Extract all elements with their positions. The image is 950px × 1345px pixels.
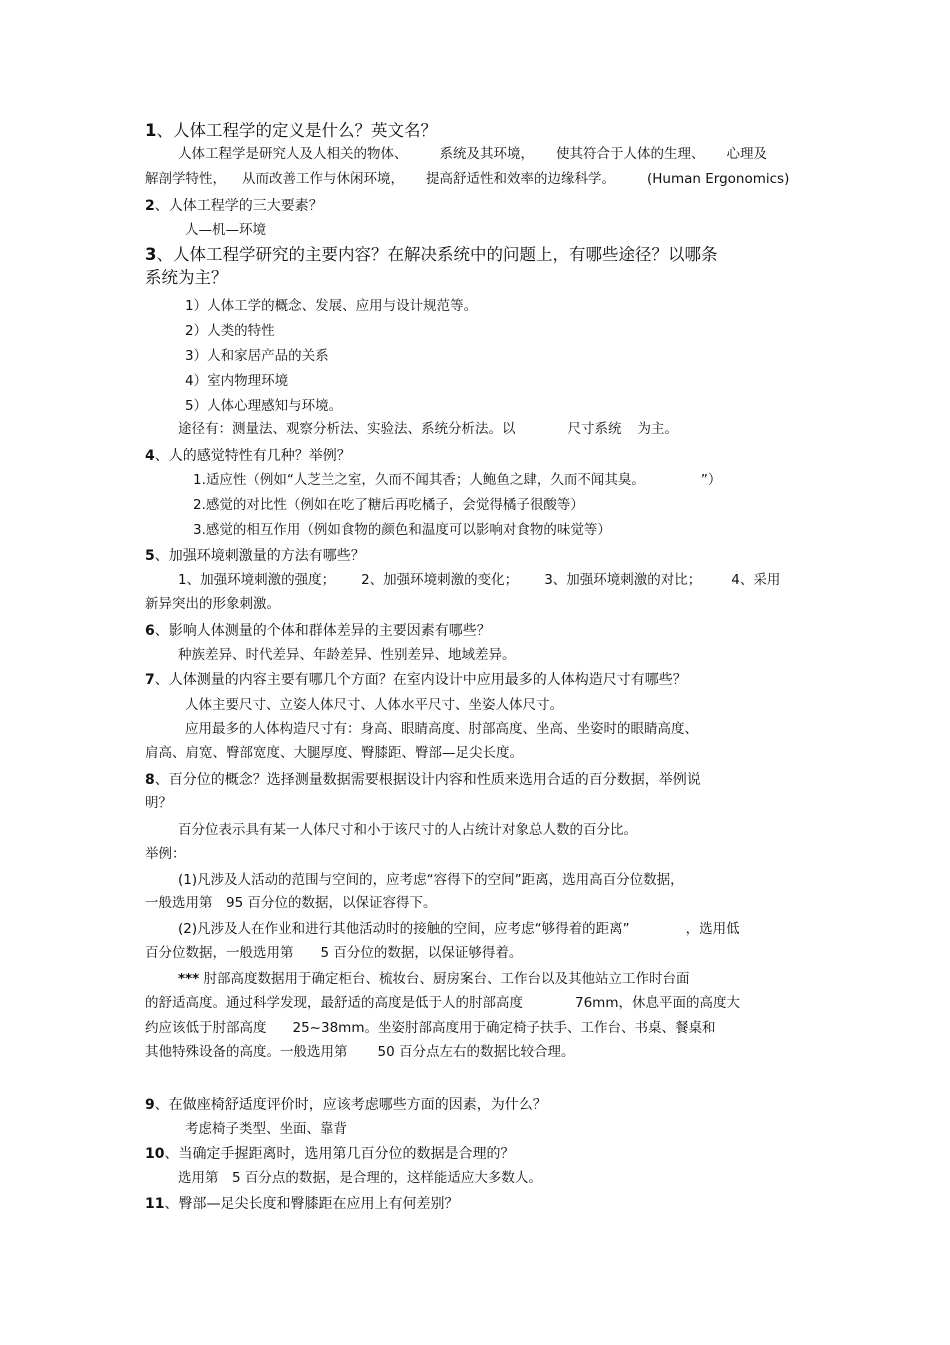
q5-answer-line2: 新异突出的形象刺激。 (145, 596, 280, 612)
q5-number: 5 (145, 548, 155, 564)
q8-note-line3: 约应该低于肘部高度 25~38mm。坐姿肘部高度用于确定椅子扶手、工作台、书桌、餐桌和 (145, 1020, 716, 1036)
q9-number: 9 (145, 1097, 155, 1113)
q5-answer-line1: 1、加强环境刺激的强度； 2、加强环境刺激的变化； 3、加强环境刺激的对比； 4、采用 (178, 572, 781, 588)
q3-item: 1）人体工学的概念、发展、应用与设计规范等。 (185, 298, 478, 314)
q1-title: 1、人体工程学的定义是什么？英文名？ (145, 121, 437, 140)
q9-title: 9、在做座椅舒适度评价时，应该考虑哪些方面的因素，为什么？ (145, 1097, 547, 1113)
q2-title: 2、人体工程学的三大要素？ (145, 198, 323, 214)
q8-title-line2: 明？ (145, 795, 172, 811)
q8-answer-line2: 举例： (145, 846, 186, 862)
q1-number: 1 (145, 121, 157, 140)
q1-answer-line2: 解剖学特性， 从而改善工作与休闲环境， 提高舒适性和效率的边缘科学。 (Human Ergonomics) (145, 171, 790, 187)
q7-answer-line1: 人体主要尺寸、立姿人体尺寸、人体水平尺寸、坐姿人体尺寸。 (185, 697, 563, 713)
q2-answer: 人—机—环境 (185, 222, 266, 238)
q4-title: 4、人的感觉特性有几种？举例？ (145, 448, 351, 464)
q9-answer: 考虑椅子类型、坐面、靠背 (185, 1121, 347, 1137)
note-marker: *** (178, 971, 200, 987)
q4-answer-line3: 3.感觉的相互作用（例如食物的颜色和温度可以影响对食物的味觉等） (193, 522, 611, 538)
q8-answer-line1: 百分位表示具有某一人体尺寸和小于该尺寸的人占统计对象总人数的百分比。 (178, 822, 637, 838)
q10-number: 10 (145, 1146, 165, 1162)
q4-answer-line2: 2.感觉的对比性（例如在吃了糖后再吃橘子，会觉得橘子很酸等） (193, 497, 584, 513)
q8-number: 8 (145, 772, 155, 788)
q7-answer-line3: 肩高、肩宽、臀部宽度、大腿厚度、臀膝距、臀部—足尖长度。 (145, 745, 523, 761)
q3-item: 5）人体心理感知与环境。 (185, 398, 343, 414)
q3-ways: 途径有：测量法、观察分析法、实验法、系统分析法。以 尺寸系统 为主。 (178, 421, 678, 437)
q8-note-line1: *** 肘部高度数据用于确定柜台、梳妆台、厨房案台、工作台以及其他站立工作时台面 (178, 971, 690, 987)
q7-answer-line2: 应用最多的人体构造尺寸有：身高、眼睛高度、肘部高度、坐高、坐姿时的眼睛高度、 (185, 721, 698, 737)
q11-title: 11、臀部—足尖长度和臀膝距在应用上有何差别？ (145, 1196, 459, 1212)
q8-example1-line2: 一般选用第 95 百分位的数据，以保证容得下。 (145, 895, 437, 911)
q8-note-line2: 的舒适高度。通过科学发现，最舒适的高度是低于人的肘部高度 76mm，休息平面的高度大 (145, 995, 740, 1011)
q3-item: 4）室内物理环境 (185, 373, 289, 389)
q8-example2-line2: 百分位数据，一般选用第 5 百分位的数据，以保证够得着。 (145, 945, 523, 961)
q7-number: 7 (145, 672, 155, 688)
q3-item: 3）人和家居产品的关系 (185, 348, 329, 364)
q5-title: 5、加强环境刺激量的方法有哪些？ (145, 548, 365, 564)
q10-answer: 选用第 5 百分点的数据，是合理的，这样能适应大多数人。 (178, 1170, 542, 1186)
q3-title-line2: 系统为主？ (145, 268, 228, 287)
q3-item: 2）人类的特性 (185, 323, 275, 339)
q6-number: 6 (145, 623, 155, 639)
q6-answer: 种族差异、时代差异、年龄差异、性别差异、地域差异。 (178, 647, 516, 663)
q4-number: 4 (145, 448, 155, 464)
q1-answer-line1: 人体工程学是研究人及人相关的物体、 系统及其环境， 使其符合于人体的生理、 心理及 (178, 146, 767, 162)
q8-example2-line1: (2)凡涉及人在作业和进行其他活动时的接触的空间，应考虑“够得着的距离” ，选用低 (178, 921, 740, 937)
q3-number: 3 (145, 245, 157, 264)
q10-title: 10、当确定手握距离时，选用第几百分位的数据是合理的？ (145, 1146, 515, 1162)
q7-title: 7、人体测量的内容主要有哪几个方面？在室内设计中应用最多的人体构造尺寸有哪些？ (145, 672, 687, 688)
q11-number: 11 (145, 1196, 165, 1212)
q8-title-line1: 8、百分位的概念？选择测量数据需要根据设计内容和性质来选用合适的百分数据，举例说 (145, 772, 701, 788)
q3-title-line1: 3、人体工程学研究的主要内容？在解决系统中的问题上，有哪些途径？以哪条 (145, 245, 718, 264)
q8-example1-line1: (1)凡涉及人活动的范围与空间的，应考虑“容得下的空间”距离，选用高百分位数据， (178, 872, 684, 888)
q2-number: 2 (145, 198, 155, 214)
q8-note-line4: 其他特殊设备的高度。一般选用第 50 百分点左右的数据比较合理。 (145, 1044, 575, 1060)
q4-answer-line1: 1.适应性（例如“人芝兰之室，久而不闻其香；人鲍鱼之肆，久而不闻其臭。 ”） (193, 472, 722, 488)
q6-title: 6、影响人体测量的个体和群体差异的主要因素有哪些？ (145, 623, 491, 639)
